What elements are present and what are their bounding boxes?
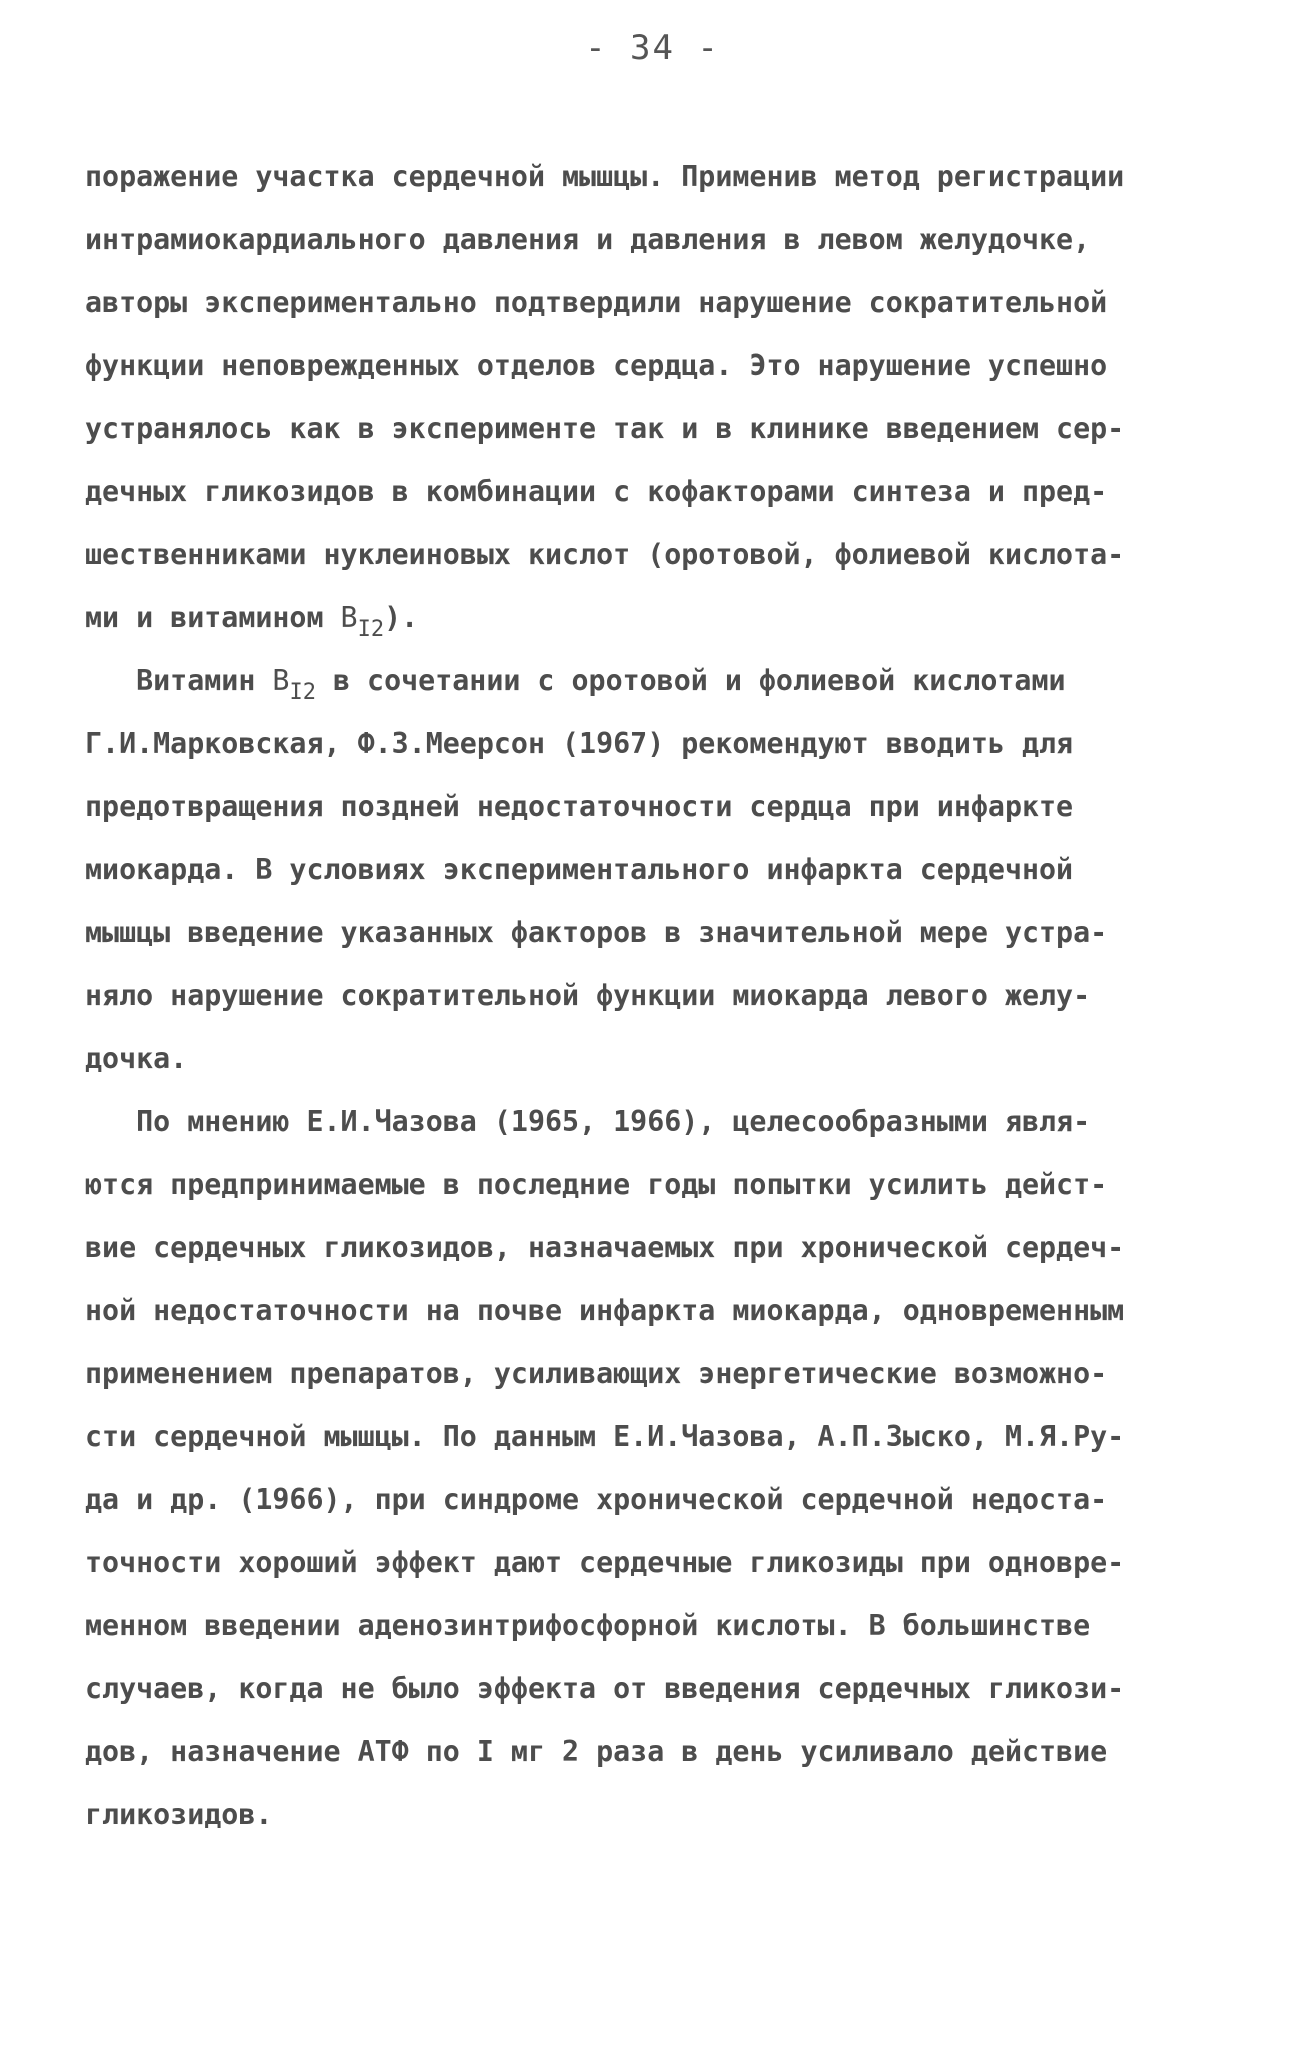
text-line: авторы экспериментально подтвердили нарушение сократительной	[85, 286, 1108, 319]
text-line: шественниками нуклеиновых кислот (оротовой, фолиевой кислота-	[85, 538, 1125, 571]
text-line: да и др. (1966), при синдроме хронической сердечной недоста-	[85, 1483, 1108, 1516]
text-line: менном введении аденозинтрифосфорной кислоты. В большинстве	[85, 1609, 1091, 1642]
text-line: ми и витамином $B_{I2}$).	[85, 601, 419, 642]
text-line: применением препаратов, усиливающих энергетические возможно-	[85, 1357, 1108, 1390]
text-line: сти сердечной мышцы. По данным Е.И.Чазова, А.П.Зыско, М.Я.Ру-	[85, 1420, 1125, 1453]
text-line: предотвращения поздней недостаточности сердца при инфаркте	[85, 790, 1074, 823]
text-line: няло нарушение сократительной функции миокарда левого желу-	[85, 979, 1091, 1012]
text-line: функции неповрежденных отделов сердца. Это нарушение успешно	[85, 349, 1108, 382]
text-line: миокарда. В условиях экспериментального инфаркта сердечной	[85, 853, 1074, 886]
text-line: поражение участка сердечной мышцы. Применив метод регистрации	[85, 160, 1125, 193]
text-line: точности хороший эффект дают сердечные гликозиды при одновре-	[85, 1546, 1125, 1579]
text-line: Г.И.Марковская, Ф.З.Меерсон (1967) рекомендуют вводить для	[85, 727, 1074, 760]
text-line: ной недостаточности на почве инфаркта миокарда, одновременным	[85, 1294, 1125, 1327]
text-line: интрамиокардиального давления и давления в левом желудочке,	[85, 223, 1091, 256]
text-line: случаев, когда не было эффекта от введения сердечных гликози-	[85, 1672, 1125, 1705]
text-line: дечных гликозидов в комбинации с кофакторами синтеза и пред-	[85, 475, 1108, 508]
text-line: По мнению Е.И.Чазова (1965, 1966), целесообразными явля-	[85, 1105, 1091, 1138]
text-line: мышцы введение указанных факторов в значительной мере устра-	[85, 916, 1108, 949]
page-number: - 34 -	[585, 28, 720, 68]
text-line: устранялось как в эксперименте так и в клинике введением сер-	[85, 412, 1125, 445]
text-line: Витамин $B_{I2}$ в сочетании с оротовой и фолиевой кислотами	[85, 664, 1066, 705]
text-line: дочка.	[85, 1042, 188, 1075]
text-line: гликозидов.	[85, 1798, 273, 1831]
text-line: дов, назначение АТФ по I мг 2 раза в день усиливало действие	[85, 1735, 1108, 1768]
text-line: ются предпринимаемые в последние годы попытки усилить дейст-	[85, 1168, 1108, 1201]
document-body	[85, 145, 1235, 1846]
text-line: вие сердечных гликозидов, назначаемых при хронической сердеч-	[85, 1231, 1125, 1264]
